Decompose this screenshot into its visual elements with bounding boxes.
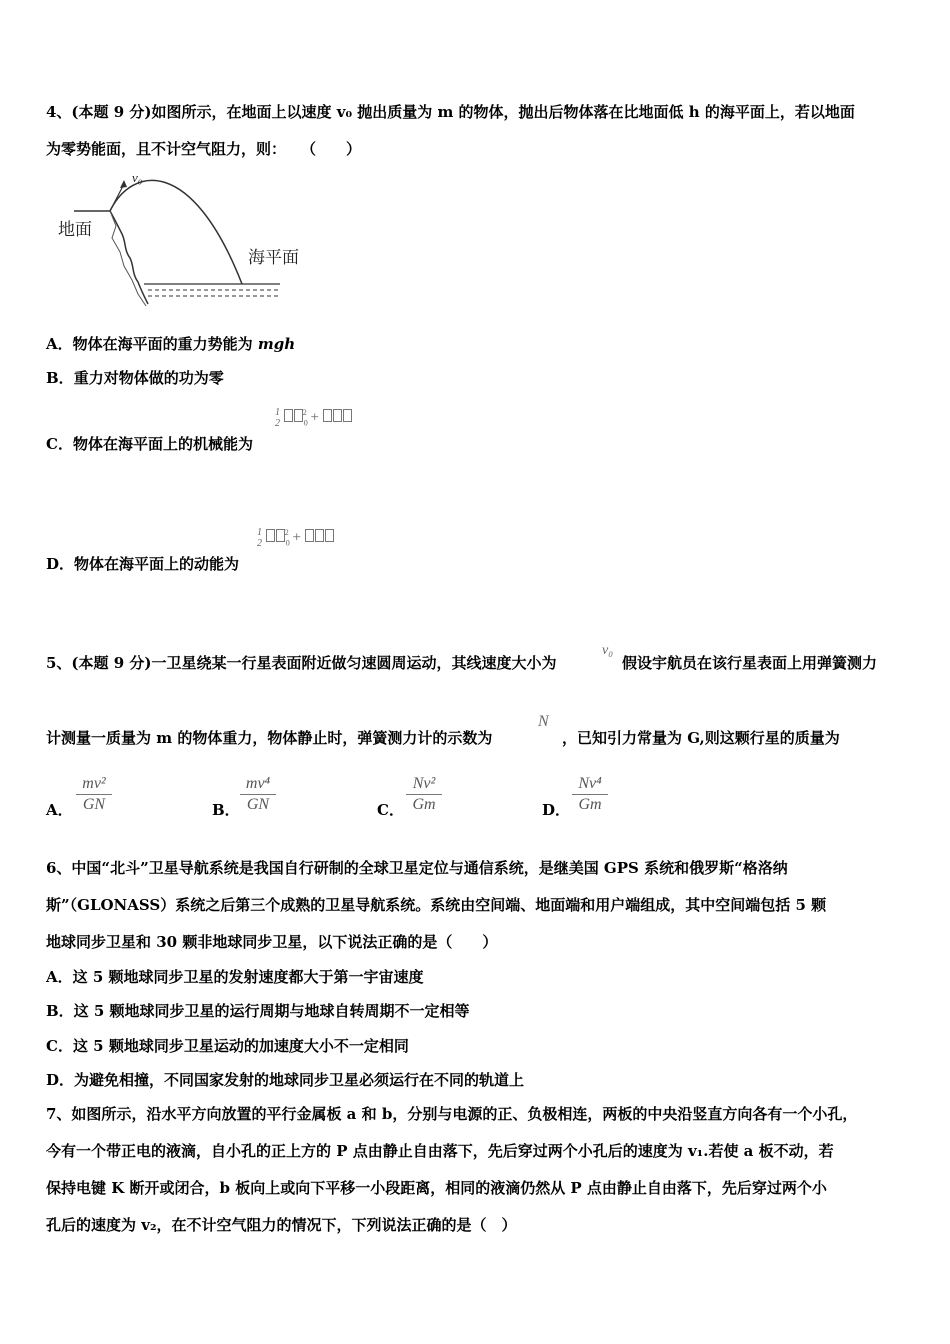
- velocity-arrow: [110, 184, 124, 211]
- fraction-denominator: GN: [246, 796, 270, 813]
- q6-option-a[interactable]: A．这 5 颗地球同步卫星的发射速度都大于第一宇宙速度: [46, 968, 424, 986]
- cliff-texture: [110, 211, 146, 306]
- sea-label: 海平面: [248, 248, 299, 268]
- q4-projectile-figure: [52, 166, 299, 311]
- q7-stem-line1: 7、如图所示，沿水平方向放置的平行金属板 a 和 b，分别与电源的正、负极相连，两板的中央沿竖直方向各有一个小孔，: [46, 1105, 858, 1123]
- q5-n-symbol: N: [538, 713, 549, 730]
- formula-plus: +: [292, 529, 301, 546]
- ground-label: 地面: [58, 220, 92, 240]
- q5-option-b-letter[interactable]: B．: [212, 801, 240, 819]
- q7-stem-line2: 今有一个带正电的液滴，自小孔的正上方的 P 点由静止自由落下，先后穿过两个小孔后的速度为 v₁.若使 a 板不动，若: [46, 1142, 834, 1160]
- option-text: 物体在海平面的重力势能为: [72, 335, 258, 353]
- q5-option-d-letter[interactable]: D．: [542, 801, 571, 819]
- q5-stem-line1-end: 假设宇航员在该行星表面上用弹簧测力: [622, 654, 878, 672]
- q5-v0-symbol: v₀: [602, 643, 614, 658]
- q5-text-start: 5、(本题 9 分)一卫星绕某一行星表面附近做匀速圆周运动，其线速度大小为: [46, 654, 557, 672]
- option-letter: C．: [46, 435, 73, 453]
- fraction-numerator: mv²: [82, 775, 106, 792]
- q4-option-c[interactable]: [46, 433, 253, 454]
- q5-option-c-fraction: [406, 775, 442, 814]
- formula-denominator: 2: [275, 418, 280, 429]
- option-letter: B．: [46, 369, 74, 387]
- q6-option-c[interactable]: C．这 5 颗地球同步卫星运动的加速度大小不一定相同: [46, 1037, 409, 1055]
- q4-option-c-formula: 1 2 $_0^2$ +: [275, 407, 353, 429]
- formula-numerator: 1: [275, 407, 280, 418]
- q5-option-b-fraction: [240, 775, 276, 814]
- trajectory-curve: [110, 180, 242, 284]
- fraction-denominator: GN: [82, 796, 106, 813]
- q6-option-d[interactable]: D．为避免相撞，不同国家发射的地球同步卫星必须运行在不同的轨道上: [46, 1071, 525, 1089]
- arrow-head-icon: [120, 180, 127, 188]
- q5-stem-line2: 计测量一质量为 m 的物体重力，物体静止时，弹簧测力计的示数为: [46, 729, 493, 747]
- fraction-numerator: mv⁴: [245, 775, 271, 792]
- fraction-denominator: Gm: [578, 796, 602, 813]
- q5-option-d-fraction: [572, 775, 608, 814]
- v0-label: v₀: [132, 170, 143, 185]
- fraction-numerator: Nv²: [412, 775, 436, 792]
- q5-stem-line1: [46, 652, 557, 673]
- q6-option-b[interactable]: B．这 5 颗地球同步卫星的运行周期与地球自转周期不一定相等: [46, 1002, 470, 1020]
- option-letter: A．: [46, 335, 73, 353]
- q6-stem-line1: 6、中国“北斗”卫星导航系统是我国自行研制的全球卫星定位与通信系统，是继美国 GPS 系统和俄罗斯“格洛纳: [46, 859, 788, 877]
- q4-option-b[interactable]: [46, 367, 224, 388]
- q5-option-c-letter[interactable]: C．: [377, 801, 404, 819]
- q4-option-d[interactable]: [46, 553, 239, 574]
- option-text: 重力对物体做的功为零: [73, 369, 224, 387]
- q5-option-a-fraction: [76, 775, 112, 814]
- formula-plus: +: [310, 409, 319, 426]
- q6-stem-line2: 斯”（GLONASS）系统之后第三个成熟的卫星导航系统。系统由空间端、地面端和用户端组成，其中空间端包括 5 颗: [46, 896, 827, 914]
- option-text: 物体在海平面上的机械能为: [72, 435, 253, 453]
- q4-stem-line2: 为零势能面，且不计空气阻力，则： （ ）: [46, 140, 362, 158]
- q5-option-a-letter[interactable]: A．: [46, 801, 73, 819]
- q5-stem-line2-end: ，已知引力常量为 G,则这颗行星的质量为: [562, 729, 840, 747]
- option-letter: D．: [46, 555, 75, 573]
- fraction-denominator: Gm: [412, 796, 436, 813]
- q4-stem-line1: 4、(本题 9 分)如图所示，在地面上以速度 v₀ 抛出质量为 m 的物体，抛出后物体落在比地面低 h 的海平面上，若以地面: [46, 103, 855, 121]
- formula-numerator: 1: [257, 527, 262, 538]
- q4-option-d-formula: 1 2 $_0^2$ +: [257, 527, 335, 549]
- q7-stem-line4: 孔后的速度为 v₂，在不计空气阻力的情况下，下列说法正确的是（ ）: [46, 1216, 517, 1234]
- q7-stem-line3: 保持电键 K 断开或闭合，b 板向上或向下平移一小段距离，相同的液滴仍然从 P 点由静止自由落下，先后穿过两个小: [46, 1179, 827, 1197]
- option-text: 物体在海平面上的动能为: [74, 555, 240, 573]
- fraction-numerator: Nv⁴: [578, 775, 602, 792]
- q4-option-a[interactable]: [46, 333, 295, 354]
- option-math: mgh: [257, 335, 296, 353]
- q6-stem-line3: 地球同步卫星和 30 颗非地球同步卫星，以下说法正确的是（ ）: [46, 933, 498, 951]
- formula-denominator: 2: [257, 538, 262, 549]
